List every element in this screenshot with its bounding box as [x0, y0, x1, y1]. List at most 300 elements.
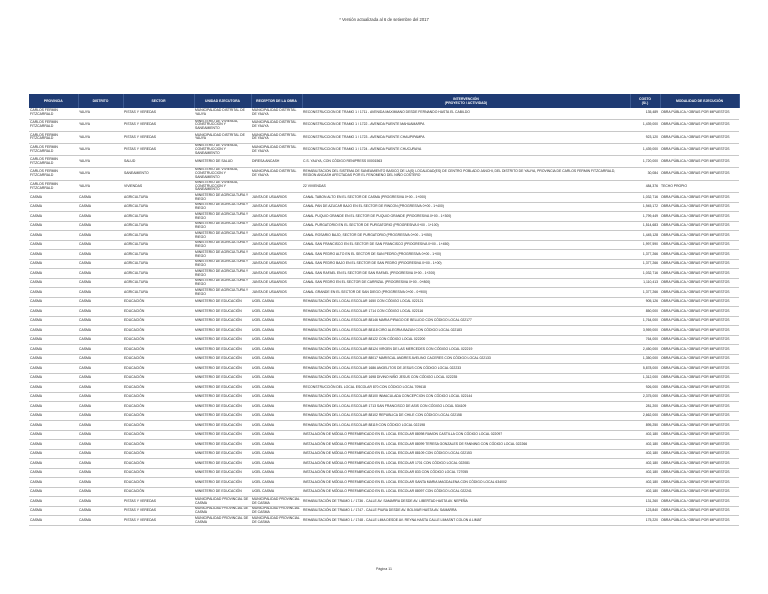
col-costo: COSTO (S/.)	[630, 94, 660, 108]
cell-distrito: YAUYA	[78, 156, 123, 168]
table-row	[29, 202, 739, 212]
cell-modalidad: OBRA PÚBLICA / OBRAS POR IMPUESTOS	[660, 373, 739, 383]
cell-receptor: UGEL CASMA	[251, 345, 302, 355]
cell-sector: AGRICULTURA	[123, 259, 194, 269]
cell-provincia: CASMA	[29, 221, 78, 231]
cell-receptor: JUNTA DE USUARIOS	[251, 202, 302, 212]
table-row	[29, 221, 739, 231]
cell-distrito: CASMA	[78, 402, 123, 412]
cell-receptor: DIRESA ANCASH	[251, 156, 302, 168]
cell-modalidad: OBRA PÚBLICA / OBRAS POR IMPUESTOS	[660, 250, 739, 260]
table-row	[29, 497, 739, 507]
cell-modalidad: OBRA PÚBLICA / OBRAS POR IMPUESTOS	[660, 231, 739, 241]
cell-modalidad: OBRA PÚBLICA / OBRAS POR IMPUESTOS	[660, 193, 739, 203]
cell-distrito: CASMA	[78, 202, 123, 212]
cell-modalidad: OBRA PÚBLICA / OBRAS POR IMPUESTOS	[660, 430, 739, 440]
cell-intervencion: C.S. YAUYA, CON CÓDIGO RENIPRESS 00001563	[302, 156, 630, 168]
cell-sector: EDUCACIÓN	[123, 307, 194, 317]
cell-intervencion: CANAL GRANDE EN EL SECTOR DE SAN DIEGO (PROGRESIVA 0+00 - 0+900)	[302, 288, 630, 298]
cell-intervencion: REHABILITACIÓN DEL LOCAL ESCOLAR 1698 DIVINO NIÑO JESUS CON CÓDIGO LOCAL 022235	[302, 373, 630, 383]
cell-receptor: UGEL CASMA	[251, 364, 302, 374]
cell-modalidad: OBRA PÚBLICA / OBRAS POR IMPUESTOS	[660, 202, 739, 212]
col-receptor: RECEPTOR DE LA OBRA	[251, 94, 302, 108]
cell-provincia: CASMA	[29, 231, 78, 241]
cell-unidad-ejecutora: MINISTERIO DE EDUCACIÓN	[194, 307, 251, 317]
cell-unidad-ejecutora: MINISTERIO DE AGRICULTURA Y RIEGO	[194, 231, 251, 241]
cell-sector: PISTAS Y VEREDAS	[123, 506, 194, 516]
cell-sector: SALUD	[123, 156, 194, 168]
cell-costo: 2,662,000	[630, 411, 660, 421]
cell-modalidad: OBRA PÚBLICA / OBRAS POR IMPUESTOS	[660, 108, 739, 119]
cell-intervencion: REHABILITACIÓN DEL LOCAL ESCOLAR 1686 ANGELITOS DE JESUS CON CÓDIGO LOCAL 022233	[302, 364, 630, 374]
cell-modalidad: OBRA PÚBLICA / OBRAS POR IMPUESTOS	[660, 278, 739, 288]
cell-distrito: CASMA	[78, 487, 123, 497]
cell-sector: AGRICULTURA	[123, 288, 194, 298]
cell-distrito: CASMA	[78, 316, 123, 326]
cell-provincia: CASMA	[29, 516, 78, 526]
cell-modalidad: OBRA PÚBLICA / OBRAS POR IMPUESTOS	[660, 468, 739, 478]
version-note: * Versión actualizada al 6 de setiembre del 2017	[339, 17, 429, 22]
cell-provincia: CASMA	[29, 259, 78, 269]
cell-sector: EDUCACIÓN	[123, 316, 194, 326]
cell-intervencion: INSTALACIÓN DE MÓDULO PREFABRICADO EN EL LOCAL ESCOLAR 833 CON CÓDIGO LOCAL 727055	[302, 468, 630, 478]
cell-provincia: CASMA	[29, 506, 78, 516]
table-row	[29, 269, 739, 279]
cell-modalidad: OBRA PÚBLICA / OBRAS POR IMPUESTOS	[660, 354, 739, 364]
cell-costo: 1,032,716	[630, 269, 660, 279]
cell-costo: 1,799,449	[630, 212, 660, 222]
cell-distrito: CASMA	[78, 212, 123, 222]
cell-costo: 2,450,000	[630, 345, 660, 355]
cell-costo: 402,180	[630, 487, 660, 497]
cell-distrito: CASMA	[78, 297, 123, 307]
cell-unidad-ejecutora: MUNICIPALIDAD PROVINCIAL DE CASMA	[194, 516, 251, 526]
cell-sector: PISTAS Y VEREDAS	[123, 132, 194, 144]
cell-modalidad: OBRA PÚBLICA / OBRAS POR IMPUESTOS	[660, 212, 739, 222]
cell-costo: 131,260	[630, 497, 660, 507]
cell-unidad-ejecutora: MINISTERIO DE EDUCACIÓN	[194, 468, 251, 478]
cell-costo: 175,220	[630, 516, 660, 526]
table-row	[29, 421, 739, 431]
cell-unidad-ejecutora: MINISTERIO DE AGRICULTURA Y RIEGO	[194, 193, 251, 203]
table-row	[29, 478, 739, 488]
cell-modalidad: OBRA PÚBLICA / OBRAS POR IMPUESTOS	[660, 119, 739, 132]
cell-distrito: CASMA	[78, 468, 123, 478]
table-row	[29, 108, 739, 119]
cell-unidad-ejecutora: MUNICIPALIDAD PROVINCIAL DE CASMA	[194, 506, 251, 516]
cell-intervencion: REHABILITACIÓN DEL LOCAL ESCOLAR 88119 CON CÓDIGO LOCAL 022198	[302, 421, 630, 431]
cell-intervencion: REHABILITACIÓN DEL LOCAL ESCOLAR 88118 CIRO ALEGRIA BAZAN CON CÓDIGO LOCAL 022183	[302, 326, 630, 336]
cell-costo: 402,180	[630, 459, 660, 469]
cell-intervencion: CANAL TABON ALTO EN EL SECTOR DE CASMA (PROGRESIVA 0+00 - 1+000)	[302, 193, 630, 203]
cell-unidad-ejecutora: MINISTERIO DE EDUCACIÓN	[194, 440, 251, 450]
table-row	[29, 411, 739, 421]
cell-distrito: CASMA	[78, 250, 123, 260]
cell-modalidad: OBRA PÚBLICA / OBRAS POR IMPUESTOS	[660, 143, 739, 156]
cell-intervencion: CANAL SAN PEDRO BAJO EN EL SECTOR DE SAN PEDRO (PROGRESIVA 0+00 - 1+00)	[302, 259, 630, 269]
cell-intervencion: REHABILITACIÓN DE TRAMO 1 / 1736 - CALLE AV. SAMARRA DESDE AV. LIBERTAD HASTA AV. NEPEÑA	[302, 497, 630, 507]
cell-sector: EDUCACIÓN	[123, 345, 194, 355]
cell-provincia: CARLOS FERMIN FITZCARRALD	[29, 180, 78, 193]
cell-sector: EDUCACIÓN	[123, 383, 194, 393]
cell-modalidad: OBRA PÚBLICA / OBRAS POR IMPUESTOS	[660, 440, 739, 450]
cell-sector: AGRICULTURA	[123, 212, 194, 222]
cell-modalidad: OBRA PÚBLICA / OBRAS POR IMPUESTOS	[660, 411, 739, 421]
cell-sector: SANEAMIENTO	[123, 167, 194, 180]
table-row	[29, 506, 739, 516]
table-row	[29, 297, 739, 307]
cell-distrito: CASMA	[78, 193, 123, 203]
cell-costo: 5,878,000	[630, 364, 660, 374]
table-row	[29, 516, 739, 526]
cell-intervencion: REHABILITACIÓN DEL LOCAL ESCOLAR 88146 MARIA PIRAGO DE BELLIDO CON CÓDIGO LOCAL 022177	[302, 316, 630, 326]
cell-provincia: CASMA	[29, 487, 78, 497]
cell-costo: 402,180	[630, 468, 660, 478]
cell-distrito: CASMA	[78, 354, 123, 364]
cell-receptor: JUNTA DE USUARIOS	[251, 259, 302, 269]
table-row	[29, 345, 739, 355]
table-row	[29, 354, 739, 364]
cell-distrito: YAUYA	[78, 143, 123, 156]
cell-provincia: CASMA	[29, 392, 78, 402]
cell-distrito: CASMA	[78, 221, 123, 231]
cell-distrito: CASMA	[78, 440, 123, 450]
cell-modalidad: OBRA PÚBLICA / OBRAS POR IMPUESTOS	[660, 487, 739, 497]
cell-unidad-ejecutora: MUNICIPALIDAD DISTRITAL DE YAUYA	[194, 108, 251, 119]
cell-sector: AGRICULTURA	[123, 240, 194, 250]
cell-modalidad: OBRA PÚBLICA / OBRAS POR IMPUESTOS	[660, 345, 739, 355]
cell-sector: PISTAS Y VEREDAS	[123, 108, 194, 119]
cell-modalidad: OBRA PÚBLICA / OBRAS POR IMPUESTOS	[660, 326, 739, 336]
cell-intervencion: RECONSTRUCCION DE TRAMO 1 / 1724 - AVENIDA PUENTE CHUCURAYA	[302, 143, 630, 156]
table-row	[29, 383, 739, 393]
cell-receptor: JUNTA DE USUARIOS	[251, 278, 302, 288]
cell-provincia: CASMA	[29, 383, 78, 393]
cell-unidad-ejecutora: MINISTERIO DE EDUCACIÓN	[194, 459, 251, 469]
cell-sector: EDUCACIÓN	[123, 449, 194, 459]
cell-intervencion: INSTALACIÓN DE MÓDULO PREFABRICADO EN EL LOCAL ESCOLAR 88109 CON CÓDIGO LOCAL 022153	[302, 449, 630, 459]
cell-distrito: CASMA	[78, 430, 123, 440]
cell-receptor: UGEL CASMA	[251, 468, 302, 478]
cell-modalidad: OBRA PÚBLICA / OBRAS POR IMPUESTOS	[660, 392, 739, 402]
cell-distrito: YAUYA	[78, 132, 123, 144]
cell-modalidad: TECHO PROPIO	[660, 180, 739, 193]
cell-costo: 135,489	[630, 108, 660, 119]
cell-unidad-ejecutora: MINISTERIO DE AGRICULTURA Y RIEGO	[194, 250, 251, 260]
cell-distrito: CASMA	[78, 326, 123, 336]
page-number: Página 11	[376, 567, 392, 571]
cell-sector: PISTAS Y VEREDAS	[123, 119, 194, 132]
cell-costo: 905,126	[630, 297, 660, 307]
cell-modalidad: OBRA PÚBLICA / OBRAS POR IMPUESTOS	[660, 240, 739, 250]
cell-unidad-ejecutora: MINISTERIO DE EDUCACIÓN	[194, 345, 251, 355]
col-unidad-ejecutora: UNIDAD EJECUTORA	[194, 94, 251, 108]
table-row	[29, 392, 739, 402]
cell-costo: 1,377,266	[630, 250, 660, 260]
cell-provincia: CARLOS FERMIN FITZCARRALD	[29, 156, 78, 168]
cell-distrito: CASMA	[78, 269, 123, 279]
cell-costo: 1,439,000	[630, 119, 660, 132]
cell-costo: 30,084	[630, 167, 660, 180]
table-row	[29, 278, 739, 288]
cell-receptor: UGEL CASMA	[251, 421, 302, 431]
cell-intervencion: CANAL PAN DE AZUCAR BAJO EN EL SECTOR DE RINCON (PROGRESIVA 0+00 - 1+400)	[302, 202, 630, 212]
cell-receptor: UGEL CASMA	[251, 326, 302, 336]
cell-receptor: UGEL CASMA	[251, 402, 302, 412]
cell-unidad-ejecutora: MINISTERIO DE EDUCACIÓN	[194, 487, 251, 497]
cell-intervencion: RECONSTRUCCION DE TRAMO 1 / 1711 - AVENIDA MAXIMIANO DESDE FERNANDO HASTA EL CABILDO	[302, 108, 630, 119]
cell-receptor: JUNTA DE USUARIOS	[251, 288, 302, 298]
cell-intervencion: CANAL SAN PEDRO EN EL SECTOR DE CARRIZAL (PROGRESIVA 0+00 - 0+800)	[302, 278, 630, 288]
cell-receptor: MUNICIPALIDAD DISTRITAL DE YAUYA	[251, 143, 302, 156]
cell-distrito: CASMA	[78, 421, 123, 431]
cell-intervencion: RECONSTRUCCIÓN DEL LOCAL ESCOLAR 870 CON CÓDIGO LOCAL 709618	[302, 383, 630, 393]
cell-sector: EDUCACIÓN	[123, 468, 194, 478]
col-distrito: DISTRITO	[78, 94, 123, 108]
cell-provincia: CASMA	[29, 459, 78, 469]
table-row	[29, 449, 739, 459]
cell-provincia: CASMA	[29, 212, 78, 222]
cell-intervencion: INSTALACIÓN DE MÓDULO PREFABRICADO EN EL LOCAL ESCOLAR 88098 RAMON CASTILLA CON CÓDIGO LOCAL 022097	[302, 430, 630, 440]
cell-provincia: CASMA	[29, 316, 78, 326]
cell-receptor: MUNICIPALIDAD DISTRITAL DE YAUYA	[251, 119, 302, 132]
cell-receptor: JUNTA DE USUARIOS	[251, 221, 302, 231]
cell-sector: EDUCACIÓN	[123, 459, 194, 469]
col-intervencion: INTERVENCIÓN (PROYECTO / ACTIVIDAD)	[302, 94, 630, 108]
table-row	[29, 143, 739, 156]
cell-costo: 402,180	[630, 449, 660, 459]
cell-receptor: UGEL CASMA	[251, 449, 302, 459]
cell-modalidad: OBRA PÚBLICA / OBRAS POR IMPUESTOS	[660, 307, 739, 317]
cell-costo: 1,514,683	[630, 221, 660, 231]
cell-unidad-ejecutora: MINISTERIO DE VIVIENDA, CONSTRUCCION Y SANEAMIENTO	[194, 119, 251, 132]
cell-modalidad: OBRA PÚBLICA / OBRAS POR IMPUESTOS	[660, 497, 739, 507]
cell-provincia: CASMA	[29, 278, 78, 288]
table-row	[29, 259, 739, 269]
cell-unidad-ejecutora: MINISTERIO DE EDUCACIÓN	[194, 402, 251, 412]
table-row	[29, 326, 739, 336]
cell-modalidad: OBRA PÚBLICA / OBRAS POR IMPUESTOS	[660, 167, 739, 180]
cell-modalidad: OBRA PÚBLICA / OBRAS POR IMPUESTOS	[660, 364, 739, 374]
cell-costo: 484,376	[630, 180, 660, 193]
cell-unidad-ejecutora: MINISTERIO DE EDUCACIÓN	[194, 354, 251, 364]
cell-receptor: MUNICIPALIDAD PROVINCIAL DE CASMA	[251, 506, 302, 516]
cell-costo: 402,180	[630, 478, 660, 488]
cell-distrito: CASMA	[78, 411, 123, 421]
cell-distrito: CASMA	[78, 364, 123, 374]
cell-costo: 1,377,266	[630, 259, 660, 269]
table-row	[29, 212, 739, 222]
cell-intervencion: CANAL PUQUIO GRANDE EN EL SECTOR DE PUQUIO GRANDE (PROGRESIVA 0+00 - 1+300)	[302, 212, 630, 222]
cell-costo: 2,375,000	[630, 392, 660, 402]
cell-modalidad: OBRA PÚBLICA / OBRAS POR IMPUESTOS	[660, 259, 739, 269]
cell-receptor: MUNICIPALIDAD PROVINCIAL DE CASMA	[251, 497, 302, 507]
cell-intervencion: CANAL ROSARIO BAJO, SECTOR DE PURGATORIO (PROGRESIVA 0+00 - 1+050)	[302, 231, 630, 241]
cell-costo: 1,445,128	[630, 231, 660, 241]
cell-unidad-ejecutora: MINISTERIO DE EDUCACIÓN	[194, 373, 251, 383]
cell-modalidad: OBRA PÚBLICA / OBRAS POR IMPUESTOS	[660, 459, 739, 469]
cell-sector: PISTAS Y VEREDAS	[123, 516, 194, 526]
cell-sector: EDUCACIÓN	[123, 392, 194, 402]
cell-provincia: CASMA	[29, 430, 78, 440]
cell-sector: EDUCACIÓN	[123, 421, 194, 431]
cell-provincia: CASMA	[29, 202, 78, 212]
table-row	[29, 240, 739, 250]
cell-costo: 923,120	[630, 132, 660, 144]
cell-receptor: UGEL CASMA	[251, 316, 302, 326]
cell-provincia: CASMA	[29, 373, 78, 383]
cell-intervencion: REHABILITACIÓN DEL LOCAL ESCOLAR 88122 CON CÓDIGO LOCAL 022200	[302, 335, 630, 345]
cell-provincia: CASMA	[29, 250, 78, 260]
cell-receptor: UGEL CASMA	[251, 373, 302, 383]
cell-unidad-ejecutora: MINISTERIO DE VIVIENDA, CONSTRUCCION Y SANEAMIENTO	[194, 180, 251, 193]
cell-costo: 1,312,000	[630, 373, 660, 383]
cell-modalidad: OBRA PÚBLICA / OBRAS POR IMPUESTOS	[660, 316, 739, 326]
cell-unidad-ejecutora: MINISTERIO DE EDUCACIÓN	[194, 449, 251, 459]
table-row	[29, 373, 739, 383]
cell-unidad-ejecutora: MINISTERIO DE EDUCACIÓN	[194, 297, 251, 307]
cell-distrito: CASMA	[78, 373, 123, 383]
projects-table	[29, 94, 740, 526]
col-modalidad: MODALIDAD DE EJECUCIÓN	[660, 94, 739, 108]
cell-provincia: CASMA	[29, 193, 78, 203]
cell-receptor: JUNTA DE USUARIOS	[251, 269, 302, 279]
cell-distrito: CASMA	[78, 345, 123, 355]
cell-receptor: JUNTA DE USUARIOS	[251, 193, 302, 203]
table-body	[29, 108, 739, 525]
cell-intervencion: INSTALACIÓN DE MÓDULO PREFABRICADO EN EL LOCAL ESCOLAR 88099 TERESA GONZALES DE FANNING CON CÓDIGO LOCAL 022266	[302, 440, 630, 450]
cell-receptor	[251, 180, 302, 193]
table-row	[29, 288, 739, 298]
cell-provincia: CASMA	[29, 326, 78, 336]
cell-distrito: YAUYA	[78, 167, 123, 180]
cell-modalidad: OBRA PÚBLICA / OBRAS POR IMPUESTOS	[660, 449, 739, 459]
cell-provincia: CASMA	[29, 440, 78, 450]
cell-provincia: CARLOS FERMIN FITZCARRALD	[29, 132, 78, 144]
cell-receptor: UGEL CASMA	[251, 411, 302, 421]
cell-distrito: CASMA	[78, 278, 123, 288]
cell-unidad-ejecutora: MINISTERIO DE EDUCACIÓN	[194, 335, 251, 345]
cell-receptor: UGEL CASMA	[251, 459, 302, 469]
cell-receptor: JUNTA DE USUARIOS	[251, 240, 302, 250]
cell-intervencion: REHABILITACIÓN DEL LOCAL ESCOLAR 1650 CON CÓDIGO LOCAL 022121	[302, 297, 630, 307]
cell-intervencion: REHABILITACIÓN DEL LOCAL ESCOLAR 88017 MARISCAL ANDRES AVELINO CACERES CON CÓDIGO LOCAL 022133	[302, 354, 630, 364]
cell-modalidad: OBRA PÚBLICA / OBRAS POR IMPUESTOS	[660, 402, 739, 412]
cell-unidad-ejecutora: MINISTERIO DE AGRICULTURA Y RIEGO	[194, 278, 251, 288]
cell-provincia: CASMA	[29, 402, 78, 412]
cell-costo: 3,959,000	[630, 326, 660, 336]
table-row	[29, 180, 739, 193]
cell-sector: PISTAS Y VEREDAS	[123, 143, 194, 156]
cell-intervencion: REHABILITACIÓN DEL LOCAL ESCOLAR 88100 INMACULADA CONCEPCION CON CÓDIGO LOCAL 022144	[302, 392, 630, 402]
cell-unidad-ejecutora: MINISTERIO DE AGRICULTURA Y RIEGO	[194, 202, 251, 212]
table-row	[29, 459, 739, 469]
cell-distrito: YAUYA	[78, 119, 123, 132]
cell-costo: 1,439,000	[630, 143, 660, 156]
cell-distrito: CASMA	[78, 459, 123, 469]
cell-unidad-ejecutora: MINISTERIO DE VIVIENDA, CONSTRUCCION Y SANEAMIENTO	[194, 143, 251, 156]
cell-sector: EDUCACIÓN	[123, 411, 194, 421]
table-row	[29, 487, 739, 497]
cell-costo: 281,200	[630, 402, 660, 412]
cell-receptor: JUNTA DE USUARIOS	[251, 231, 302, 241]
cell-provincia: CASMA	[29, 411, 78, 421]
cell-unidad-ejecutora: MUNICIPALIDAD PROVINCIAL DE CASMA	[194, 497, 251, 507]
cell-unidad-ejecutora: MINISTERIO DE AGRICULTURA Y RIEGO	[194, 269, 251, 279]
cell-provincia: CARLOS FERMIN FITZCARRALD	[29, 108, 78, 119]
table-header-row	[29, 94, 739, 108]
cell-sector: EDUCACIÓN	[123, 354, 194, 364]
cell-modalidad: OBRA PÚBLICA / OBRAS POR IMPUESTOS	[660, 383, 739, 393]
cell-sector: AGRICULTURA	[123, 202, 194, 212]
cell-provincia: CASMA	[29, 269, 78, 279]
cell-receptor: UGEL CASMA	[251, 383, 302, 393]
cell-provincia: CASMA	[29, 468, 78, 478]
cell-intervencion: INSTALACIÓN DE MÓDULO PREFABRICADO EN EL LOCAL ESCOLAR 1701 CON CÓDIGO LOCAL 022081	[302, 459, 630, 469]
cell-intervencion: REHABILITACIÓN DE TRAMO 1 / 1747 - CALLE PIURA DESDE AV. BOLIVAR HASTA AV. SAMARRA	[302, 506, 630, 516]
table-row	[29, 468, 739, 478]
cell-distrito: CASMA	[78, 497, 123, 507]
cell-receptor: UGEL CASMA	[251, 335, 302, 345]
cell-provincia: CASMA	[29, 478, 78, 488]
cell-provincia: CASMA	[29, 421, 78, 431]
cell-intervencion: REHABILITACION DEL SISTEMA DE SANEAMIENTO BASICO DE LA(S) LOCALIDAD(ES) DE CENTRO POBLADO JANCHI, DEL DISTRITO DE YAUYA, PROVINCIA DE CARLOS FERMIN FITZCARRALD, REGION ANCASH AFECTADAS POR EL FENOMENO DEL NIÑO COSTERO	[302, 167, 630, 180]
cell-unidad-ejecutora: MINISTERIO DE EDUCACIÓN	[194, 316, 251, 326]
cell-unidad-ejecutora: MUNICIPALIDAD DISTRITAL DE YAUYA	[194, 132, 251, 144]
cell-costo: 1,764,000	[630, 316, 660, 326]
table-row	[29, 316, 739, 326]
cell-intervencion: RECONSTRUCCION DE TRAMO 1 / 1723 - AVENIDA PUENTE CHAUPIPAMPA	[302, 132, 630, 144]
cell-modalidad: OBRA PÚBLICA / OBRAS POR IMPUESTOS	[660, 221, 739, 231]
cell-sector: PISTAS Y VEREDAS	[123, 497, 194, 507]
cell-unidad-ejecutora: MINISTERIO DE EDUCACIÓN	[194, 364, 251, 374]
col-provincia: PROVINCIA	[29, 94, 78, 108]
cell-modalidad: OBRA PÚBLICA / OBRAS POR IMPUESTOS	[660, 516, 739, 526]
cell-sector: EDUCACIÓN	[123, 402, 194, 412]
cell-modalidad: OBRA PÚBLICA / OBRAS POR IMPUESTOS	[660, 335, 739, 345]
table-row	[29, 335, 739, 345]
cell-sector: EDUCACIÓN	[123, 373, 194, 383]
cell-receptor: UGEL CASMA	[251, 487, 302, 497]
table-row	[29, 156, 739, 168]
cell-costo: 1,720,000	[630, 156, 660, 168]
cell-unidad-ejecutora: MINISTERIO DE EDUCACIÓN	[194, 326, 251, 336]
cell-receptor: UGEL CASMA	[251, 354, 302, 364]
table-row	[29, 132, 739, 144]
cell-receptor: JUNTA DE USUARIOS	[251, 212, 302, 222]
cell-modalidad: OBRA PÚBLICA / OBRAS POR IMPUESTOS	[660, 297, 739, 307]
cell-intervencion: REHABILITACIÓN DEL LOCAL ESCOLAR 88124 VIRGEN DE LAS MERCEDES CON CÓDIGO LOCAL 022219	[302, 345, 630, 355]
cell-provincia: CASMA	[29, 240, 78, 250]
cell-receptor: UGEL CASMA	[251, 297, 302, 307]
table-row	[29, 193, 739, 203]
cell-unidad-ejecutora: MINISTERIO DE AGRICULTURA Y RIEGO	[194, 212, 251, 222]
cell-distrito: CASMA	[78, 240, 123, 250]
cell-intervencion: CANAL SAN PEDRO ALTO EN EL SECTOR DE SAN PEDRO (PROGRESIVA 0+00 - 1+00)	[302, 250, 630, 260]
cell-distrito: CASMA	[78, 288, 123, 298]
cell-unidad-ejecutora: MINISTERIO DE VIVIENDA, CONSTRUCCION Y SANEAMIENTO	[194, 167, 251, 180]
cell-sector: EDUCACIÓN	[123, 487, 194, 497]
cell-intervencion: REHABILITACIÓN DEL LOCAL ESCOLAR 88102 REPUBLICA DE CHILE CON CÓDIGO LOCAL 022158	[302, 411, 630, 421]
table-row	[29, 167, 739, 180]
col-sector: SECTOR	[123, 94, 194, 108]
cell-distrito: CASMA	[78, 307, 123, 317]
cell-unidad-ejecutora: MINISTERIO DE AGRICULTURA Y RIEGO	[194, 240, 251, 250]
cell-unidad-ejecutora: MINISTERIO DE EDUCACIÓN	[194, 411, 251, 421]
cell-intervencion: REHABILITACIÓN DEL LOCAL ESCOLAR 1714 CON CÓDIGO LOCAL 022116	[302, 307, 630, 317]
cell-costo: 764,000	[630, 335, 660, 345]
cell-distrito: CASMA	[78, 478, 123, 488]
